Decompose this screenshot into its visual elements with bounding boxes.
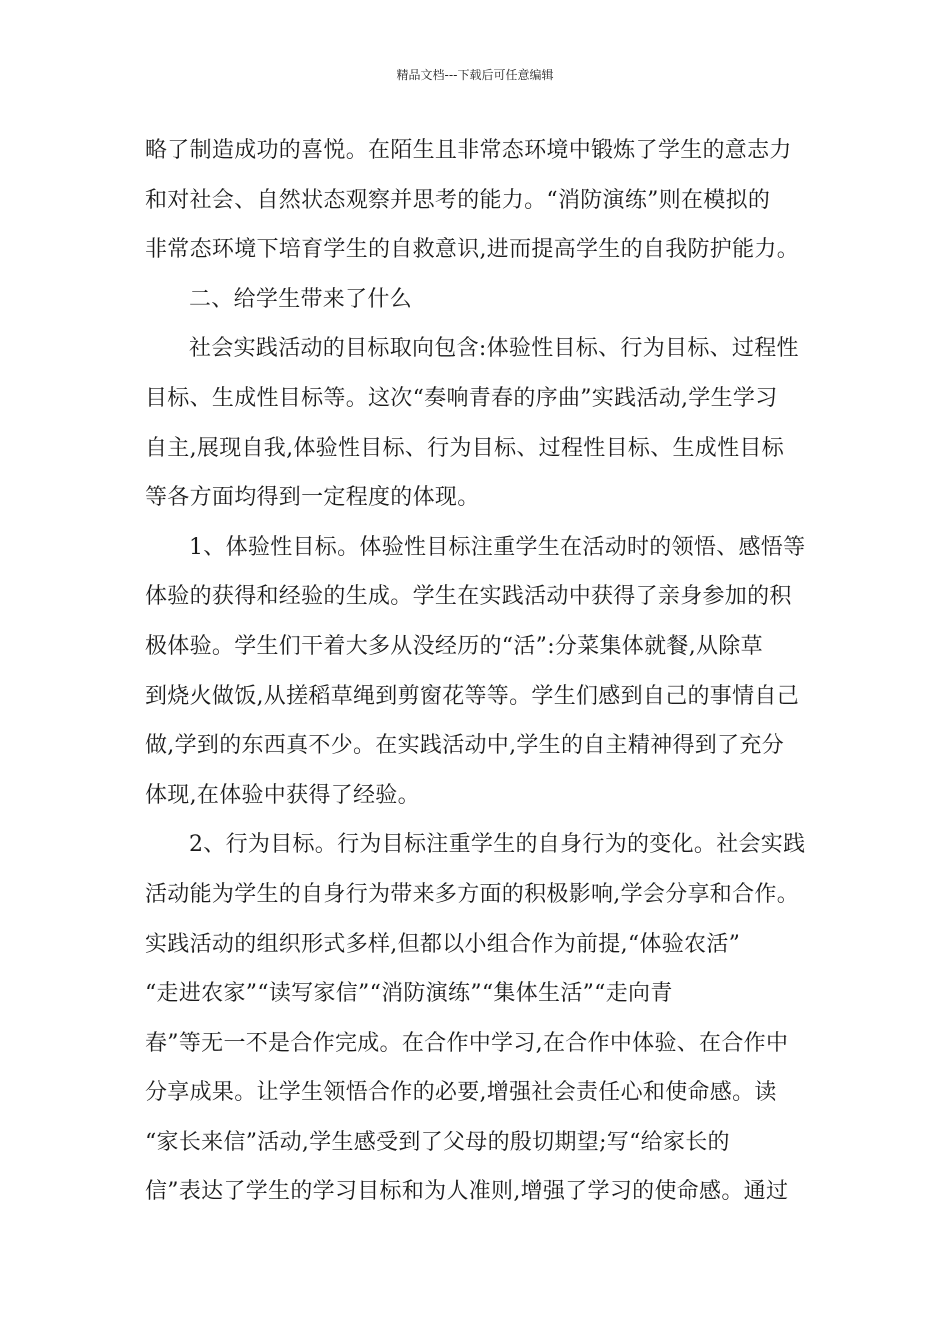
text-line: 1、体验性目标。体验性目标注重学生在活动时的领悟、感悟等	[189, 534, 806, 560]
text-line: 实践活动的组织形式多样,但都以小组合作为前提,“体验农活”	[145, 931, 741, 957]
text-line: 社会实践活动的目标取向包含:体验性目标、行为目标、过程性	[189, 336, 799, 362]
text-line: 春”等无一不是合作完成。在合作中学习,在合作中体验、在合作中	[145, 1030, 789, 1056]
text-line: 体现,在体验中获得了经验。	[145, 782, 420, 808]
text-line: 和对社会、自然状态观察并思考的能力。“消防演练”则在模拟的	[145, 187, 771, 213]
page-header: 精品文档---下载后可任意编辑	[396, 68, 554, 82]
text-line: 分享成果。让学生领悟合作的必要,增强社会责任心和使命感。读	[145, 1080, 777, 1106]
text-line: 极体验。学生们干着大多从没经历的“活”:分菜集体就餐,从除草	[145, 633, 763, 659]
document-body	[145, 126, 810, 1217]
text-line: 非常态环境下培育学生的自救意识,进而提高学生的自我防护能力。	[145, 237, 799, 263]
text-line: 等各方面均得到一定程度的体现。	[145, 485, 480, 511]
text-line: 体验的获得和经验的生成。学生在实践活动中获得了亲身参加的积	[145, 584, 792, 610]
text-line: 到烧火做饭,从搓稻草绳到剪窗花等等。学生们感到自己的事情自己	[145, 683, 799, 709]
text-line: “家长来信”活动,学生感受到了父母的殷切期望;写“给家长的	[145, 1129, 730, 1155]
text-line: 做,学到的东西真不少。在实践活动中,学生的自主精神得到了充分	[145, 733, 784, 759]
text-line: “走进农家”“读写家信”“消防演练”“集体生活”“走向青	[145, 981, 673, 1007]
text-line: 目标、生成性目标等。这次“奏响青春的序曲”实践活动,学生学习	[145, 385, 778, 411]
text-line: 二、给学生带来了什么	[189, 286, 413, 312]
text-line: 活动能为学生的自身行为带来多方面的积极影响,学会分享和合作。	[145, 881, 799, 907]
text-line: 自主,展现自我,体验性目标、行为目标、过程性目标、生成性目标	[145, 435, 784, 461]
text-line: 2、行为目标。行为目标注重学生的自身行为的变化。社会实践	[189, 832, 806, 858]
text-line: 信”表达了学生的学习目标和为人准则,增强了学习的使命感。通过	[145, 1179, 789, 1205]
text-line: 略了制造成功的喜悦。在陌生且非常态环境中锻炼了学生的意志力	[145, 138, 792, 163]
